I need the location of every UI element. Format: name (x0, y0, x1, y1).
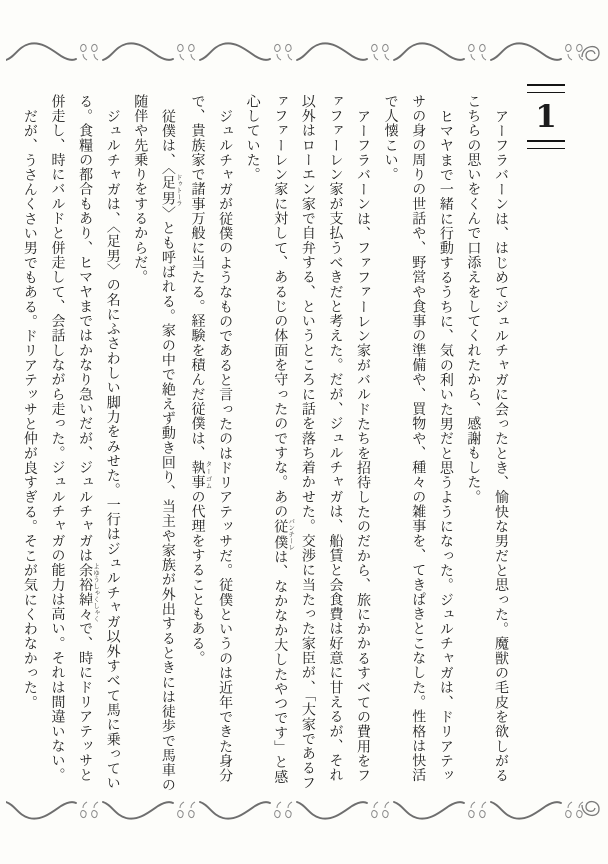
paragraph: アーフラバーンは、ファファーレン家がバルドたちを招待したのだから、旅にかかるすべての費用をファファーレン家が支払うべきだと考えた。だが、ジュルチャガは、船賃と会食費は好意に甘えるが、それ以外はローエン家で自弁する、というところに話を落ち着かせた。交渉に当たった家臣が、「大家であるファファーレン家に対して、あるじの体面を守ったのですな。あの従僕 パンチーレは、なかなか大したやつです」と感心していた。 (244, 94, 372, 791)
heading-rule-top (527, 84, 565, 93)
chapter-number: 1 (535, 99, 557, 135)
paragraph: ジュルチャガは、〈足男〉の名にふさわしい脚力をみせた。一行はジュルチャガ以外すべて馬に乗っている。食糧の都合もあり、ヒマヤまではかなり急いだが、ジュルチャガは余裕綽々 よゆうしゃくしゃくで、時にドリアテッサと併走し、時にバルドと併走して、会話しながら走った。ジュルチャガの能力は高い。それは間違いない。 (49, 94, 121, 791)
paragraph: だが、うさんくさい男でもある。ドリアテッサと仲が良すぎる。そこが気にくわなかった。 (21, 108, 38, 710)
heading-rule-bottom (527, 140, 565, 149)
body-text (15, 94, 514, 794)
chapter-heading (526, 84, 566, 149)
paragraph: ヒマヤまで一緒に行動するうちに、気の利いた男だと思うようになった。ジュルチャガは、ドリアテッサの身の周りの世話や、野営や食事の準備や、買物や、種々の雑事を、てきぱきとこなした。性格は快活で人懐こい。 (382, 94, 454, 783)
ruby-annotated-word: 執事 ターゴム (189, 460, 213, 490)
ruby-annotated-word: 余裕綽々 よゆうしゃくしゃく (77, 562, 101, 622)
ornamental-border-bottom (6, 796, 602, 822)
paragraph: ジュルチャガが従僕のようなものであると言ったのはドリアテッサだ。従僕というのは近年できた身分で、貴族家で諸事万般に当たる。経験を積んだ従僕は、執事 ターゴムの代理をすることもある。 (189, 94, 234, 783)
paragraph: 従僕は、〈足男 ドゥトーラ〉とも呼ばれる。家の中で絶えず動き回り、当主や家族が外出するときには徒歩で馬車の随伴や先乗りをするからだ。 (132, 94, 183, 792)
paragraph: アーフラバーンは、はじめてジュルチャガに会ったとき、愉快な男だと思った。魔獣の毛皮を欲しがるこちらの思いをくんで口添えをしてくれたから、感謝もした。 (465, 94, 509, 783)
ruby-annotated-word: 従僕 パンチーレ (272, 518, 296, 551)
ruby-annotated-word: 足男 ドゥトーラ (159, 173, 183, 207)
ornamental-border-top (6, 40, 602, 66)
